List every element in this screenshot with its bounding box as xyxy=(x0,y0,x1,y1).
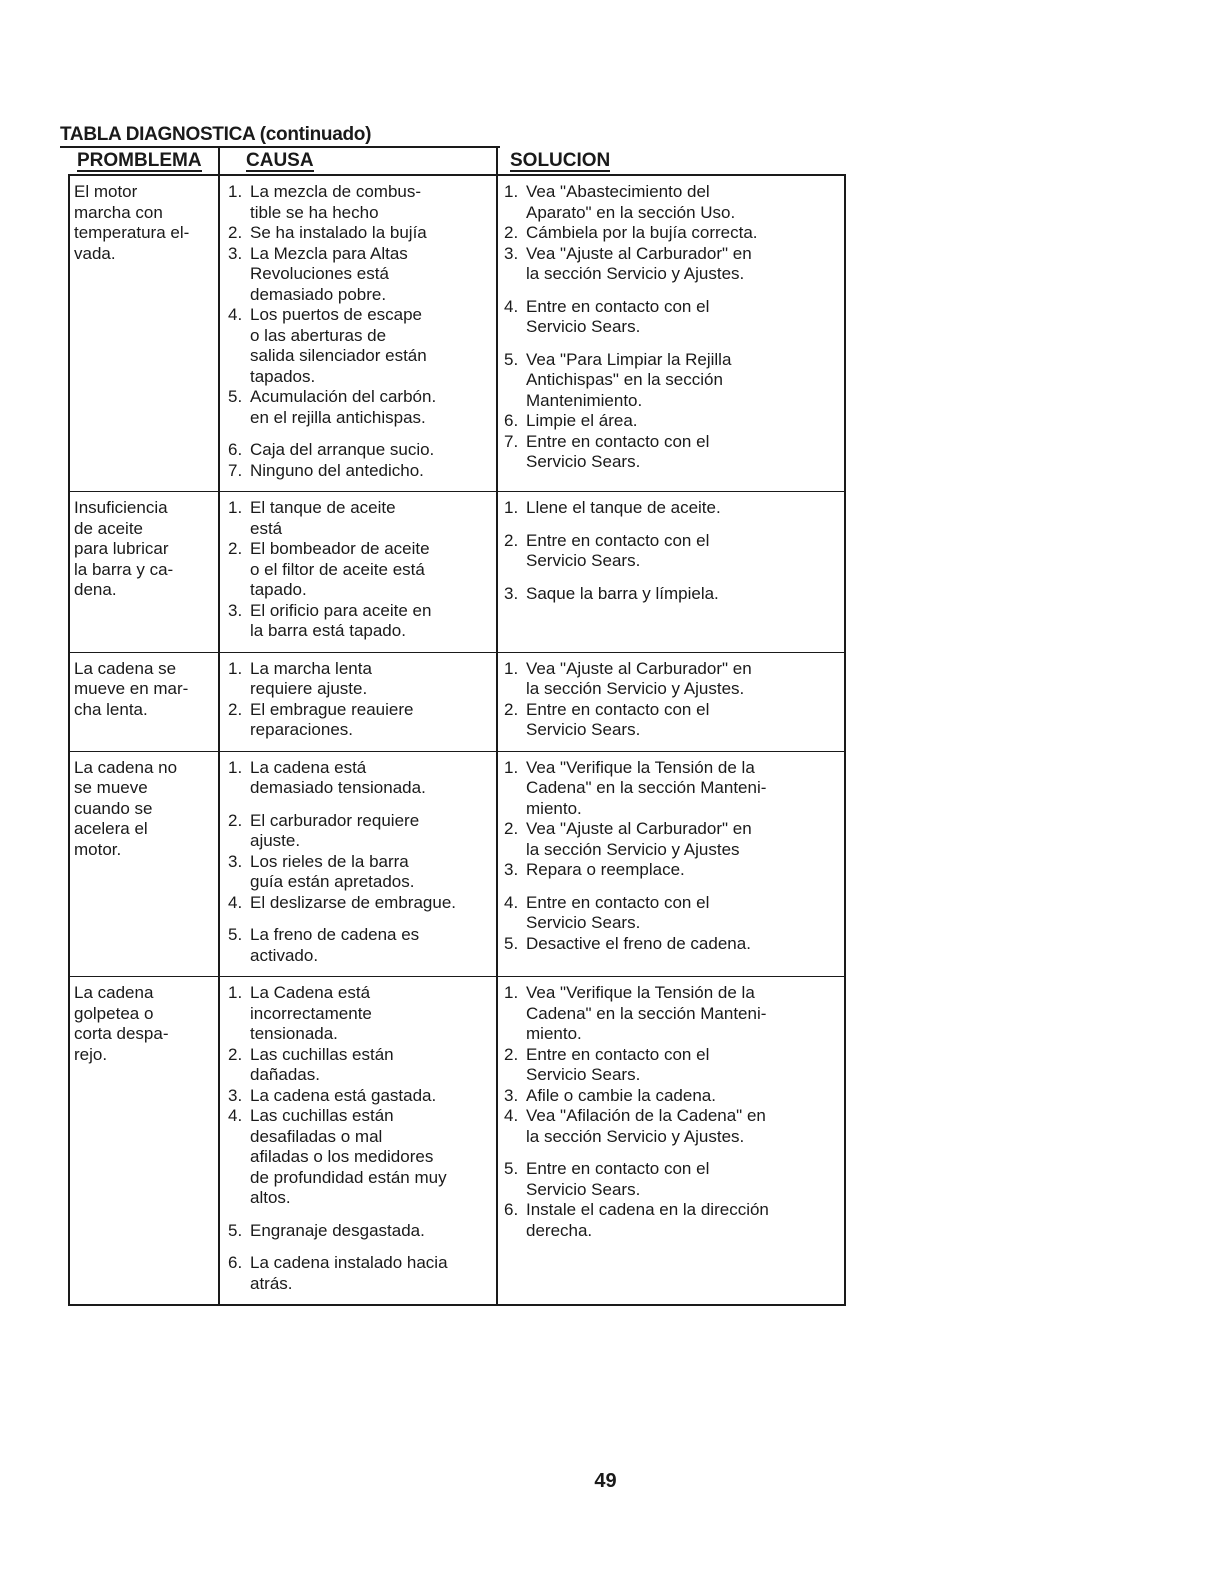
item-number: 2. xyxy=(504,1044,519,1064)
item-number: 5. xyxy=(504,1159,519,1178)
item-number: 5. xyxy=(228,387,243,406)
item-number: 6. xyxy=(504,411,519,430)
item-number: 4. xyxy=(504,296,519,316)
item-number: 4. xyxy=(504,892,519,912)
item-text: La cadena instalado hacia atrás. xyxy=(250,1253,448,1293)
item-number: 2. xyxy=(504,699,519,719)
item-text: Se ha instalado la bujía xyxy=(250,223,427,242)
item-text: La Cadena está incorrectamente tensionada. xyxy=(250,983,372,1043)
item-text: La cadena está gastada. xyxy=(250,1085,437,1105)
cause-item xyxy=(228,223,492,244)
problem-cell xyxy=(69,751,219,977)
item-text: El embrague reauiere reparaciones. xyxy=(250,699,414,739)
cause-cell xyxy=(219,175,497,492)
item-text: Instale el cadena en la dirección derecha. xyxy=(526,1200,769,1240)
problem-text: La cadena no se mueve cuando se acelera el motor. xyxy=(74,757,178,859)
solution-item xyxy=(504,700,840,741)
item-text: Vea "Afilación de la Cadena" en la sección Servicio y Ajustes. xyxy=(526,1106,766,1146)
table-row xyxy=(69,652,845,751)
item-text: Engranaje desgastada. xyxy=(250,1220,425,1240)
solution-item xyxy=(504,659,840,700)
solution-item xyxy=(504,819,840,860)
cause-item xyxy=(228,305,492,387)
cause-item xyxy=(228,811,492,852)
problem-cell xyxy=(69,652,219,751)
problem-cell xyxy=(69,492,219,653)
item-number: 1. xyxy=(228,182,243,201)
solution-cell xyxy=(497,751,845,977)
item-number: 1. xyxy=(228,757,243,777)
item-text: Las cuchillas están dañadas. xyxy=(250,1044,394,1084)
item-number: 3. xyxy=(504,1085,519,1105)
item-text: Vea "Ajuste al Carburador" en la sección Servicio y Ajustes. xyxy=(526,243,752,283)
cause-item xyxy=(228,498,492,539)
item-text: El orificio para aceite en la barra está tapado. xyxy=(250,600,432,640)
solution-item xyxy=(504,411,840,432)
item-number: 3. xyxy=(228,243,243,263)
solution-item xyxy=(504,244,840,285)
solution-cell xyxy=(497,652,845,751)
item-text: La mezcla de combus- tible se ha hecho xyxy=(250,182,422,222)
table-row xyxy=(69,977,845,1306)
item-number: 3. xyxy=(228,1085,243,1105)
item-text: La marcha lenta requiere ajuste. xyxy=(250,658,372,698)
header-cause: CAUSA xyxy=(219,147,497,175)
item-text: El bombeador de aceite o el filtor de aceite está tapado. xyxy=(250,539,430,599)
table-body xyxy=(69,175,845,1305)
item-number: 2. xyxy=(228,223,243,242)
item-text: Las cuchillas están desafiladas o mal afiladas o los medidores de profundidad están muy altos. xyxy=(250,1106,447,1207)
item-text: Los puertos de escape o las aberturas de salida silenciador están tapados. xyxy=(250,305,427,386)
solution-item xyxy=(504,1045,840,1086)
item-text: Ninguno del antedicho. xyxy=(250,460,424,480)
cause-item xyxy=(228,1106,492,1209)
item-text: Afile o cambie la cadena. xyxy=(526,1085,716,1105)
solution-cell xyxy=(497,492,845,653)
cause-item xyxy=(228,1221,492,1242)
item-text: El deslizarse de embrague. xyxy=(250,892,457,912)
header-problem: PROMBLEMA xyxy=(69,147,219,175)
item-number: 3. xyxy=(504,860,519,879)
item-text: Entre en contacto con el Servicio Sears. xyxy=(526,296,710,336)
solution-item xyxy=(504,1159,840,1200)
item-text: Vea "Ajuste al Carburador" en la sección Servicio y Ajustes xyxy=(526,819,752,859)
cause-cell xyxy=(219,492,497,653)
table-row xyxy=(69,751,845,977)
item-text: Entre en contacto con el Servicio Sears. xyxy=(526,431,710,471)
cause-cell xyxy=(219,751,497,977)
solution-item xyxy=(504,758,840,820)
solution-item xyxy=(504,584,840,605)
solution-cell xyxy=(497,175,845,492)
item-text: La cadena está demasiado tensionada. xyxy=(250,757,426,797)
cause-item xyxy=(228,539,492,601)
item-number: 3. xyxy=(228,600,243,620)
cause-item xyxy=(228,601,492,642)
item-number: 5. xyxy=(228,1220,243,1240)
item-number: 1. xyxy=(504,182,519,201)
item-number: 5. xyxy=(504,933,519,953)
item-number: 2. xyxy=(504,530,519,550)
solution-item xyxy=(504,860,840,881)
header-solution: SOLUCION xyxy=(497,147,845,175)
item-text: Limpie el área. xyxy=(526,411,638,430)
item-number: 2. xyxy=(228,539,243,558)
solution-item xyxy=(504,1086,840,1107)
cause-cell xyxy=(219,652,497,751)
cause-item xyxy=(228,440,492,461)
table-row xyxy=(69,175,845,492)
item-text: El tanque de aceite está xyxy=(250,498,396,538)
cause-item xyxy=(228,387,492,428)
item-text: Llene el tanque de aceite. xyxy=(526,498,721,517)
item-number: 4. xyxy=(504,1106,519,1125)
cause-item xyxy=(228,893,492,914)
item-number: 2. xyxy=(504,819,519,838)
solution-cell xyxy=(497,977,845,1306)
item-text: El carburador requiere ajuste. xyxy=(250,810,420,850)
item-text: Entre en contacto con el Servicio Sears. xyxy=(526,699,710,739)
item-text: Desactive el freno de cadena. xyxy=(526,933,751,953)
item-number: 3. xyxy=(504,243,519,263)
problem-cell xyxy=(69,977,219,1306)
solution-item xyxy=(504,934,840,955)
solution-item xyxy=(504,432,840,473)
problem-text: El motor marcha con temperatura el- vada. xyxy=(74,182,190,263)
item-number: 6. xyxy=(504,1200,519,1219)
item-number: 6. xyxy=(228,1253,243,1272)
item-number: 2. xyxy=(228,699,243,719)
table-header-row xyxy=(69,147,845,175)
item-text: Vea "Verifique la Tensión de la Cadena" en la sección Manteni- miento. xyxy=(526,983,767,1043)
item-text: Entre en contacto con el Servicio Sears. xyxy=(526,892,710,932)
solution-item xyxy=(504,498,840,519)
item-text: Caja del arranque sucio. xyxy=(250,440,435,459)
solution-item xyxy=(504,1200,840,1241)
item-text: Vea "Abastecimiento del Aparato" en la sección Uso. xyxy=(526,182,736,222)
solution-item xyxy=(504,182,840,223)
item-text: La freno de cadena es activado. xyxy=(250,925,420,965)
item-text: Vea "Verifique la Tensión de la Cadena" en la sección Manteni- miento. xyxy=(526,757,767,818)
item-number: 1. xyxy=(504,983,519,1002)
item-number: 4. xyxy=(228,1106,243,1125)
cause-item xyxy=(228,182,492,223)
item-number: 1. xyxy=(504,658,519,678)
item-number: 7. xyxy=(228,460,243,480)
item-text: Vea "Para Limpiar la Rejilla Antichispas" en la sección Mantenimiento. xyxy=(526,349,732,410)
item-number: 2. xyxy=(504,223,519,242)
cause-item xyxy=(228,983,492,1045)
cause-item xyxy=(228,1253,492,1294)
cause-cell xyxy=(219,977,497,1306)
cause-item xyxy=(228,925,492,966)
item-number: 7. xyxy=(504,431,519,451)
item-number: 4. xyxy=(228,305,243,324)
problem-text: Insuficiencia de aceite para lubricar la barra y ca- dena. xyxy=(74,498,174,599)
item-number: 1. xyxy=(228,498,243,517)
item-text: Los rieles de la barra guía están apretados. xyxy=(250,851,415,891)
problem-text: La cadena se mueve en mar- cha lenta. xyxy=(74,658,189,719)
item-text: Acumulación del carbón. en el rejilla antichispas. xyxy=(250,387,437,427)
item-text: Entre en contacto con el Servicio Sears. xyxy=(526,1044,710,1084)
item-text: Entre en contacto con el Servicio Sears. xyxy=(526,530,710,570)
cause-item xyxy=(228,244,492,306)
table-row xyxy=(69,492,845,653)
item-text: Entre en contacto con el Servicio Sears. xyxy=(526,1159,710,1199)
item-number: 1. xyxy=(504,757,519,777)
item-text: Vea "Ajuste al Carburador" en la sección Servicio y Ajustes. xyxy=(526,658,752,698)
cause-item xyxy=(228,1045,492,1086)
page-number: 49 xyxy=(594,1470,617,1492)
solution-item xyxy=(504,297,840,338)
item-number: 5. xyxy=(228,925,243,944)
solution-item xyxy=(504,223,840,244)
cause-item xyxy=(228,758,492,799)
item-text: La Mezcla para Altas Revoluciones está demasiado pobre. xyxy=(250,243,408,304)
item-number: 2. xyxy=(228,810,243,830)
diagnostic-table xyxy=(68,147,846,1306)
solution-item xyxy=(504,531,840,572)
solution-item xyxy=(504,893,840,934)
cause-item xyxy=(228,461,492,482)
item-number: 1. xyxy=(504,498,519,517)
item-number: 2. xyxy=(228,1044,243,1064)
problem-text: La cadena golpetea o corta despa- rejo. xyxy=(74,983,169,1064)
item-text: Repara o reemplace. xyxy=(526,860,685,879)
solution-item xyxy=(504,1106,840,1147)
cause-item xyxy=(228,852,492,893)
item-number: 1. xyxy=(228,983,243,1002)
item-number: 1. xyxy=(228,658,243,678)
cause-item xyxy=(228,700,492,741)
item-text: Cámbiela por la bujía correcta. xyxy=(526,223,758,242)
cause-item xyxy=(228,659,492,700)
item-number: 5. xyxy=(504,349,519,369)
solution-item xyxy=(504,983,840,1045)
cause-item xyxy=(228,1086,492,1107)
item-number: 6. xyxy=(228,440,243,459)
item-number: 3. xyxy=(228,851,243,871)
item-text: Saque la barra y límpiela. xyxy=(526,583,719,603)
page-title: TABLA DIAGNOSTICA (continuado) xyxy=(60,124,500,148)
item-number: 3. xyxy=(504,583,519,603)
item-number: 4. xyxy=(228,892,243,912)
solution-item xyxy=(504,350,840,412)
problem-cell xyxy=(69,175,219,492)
